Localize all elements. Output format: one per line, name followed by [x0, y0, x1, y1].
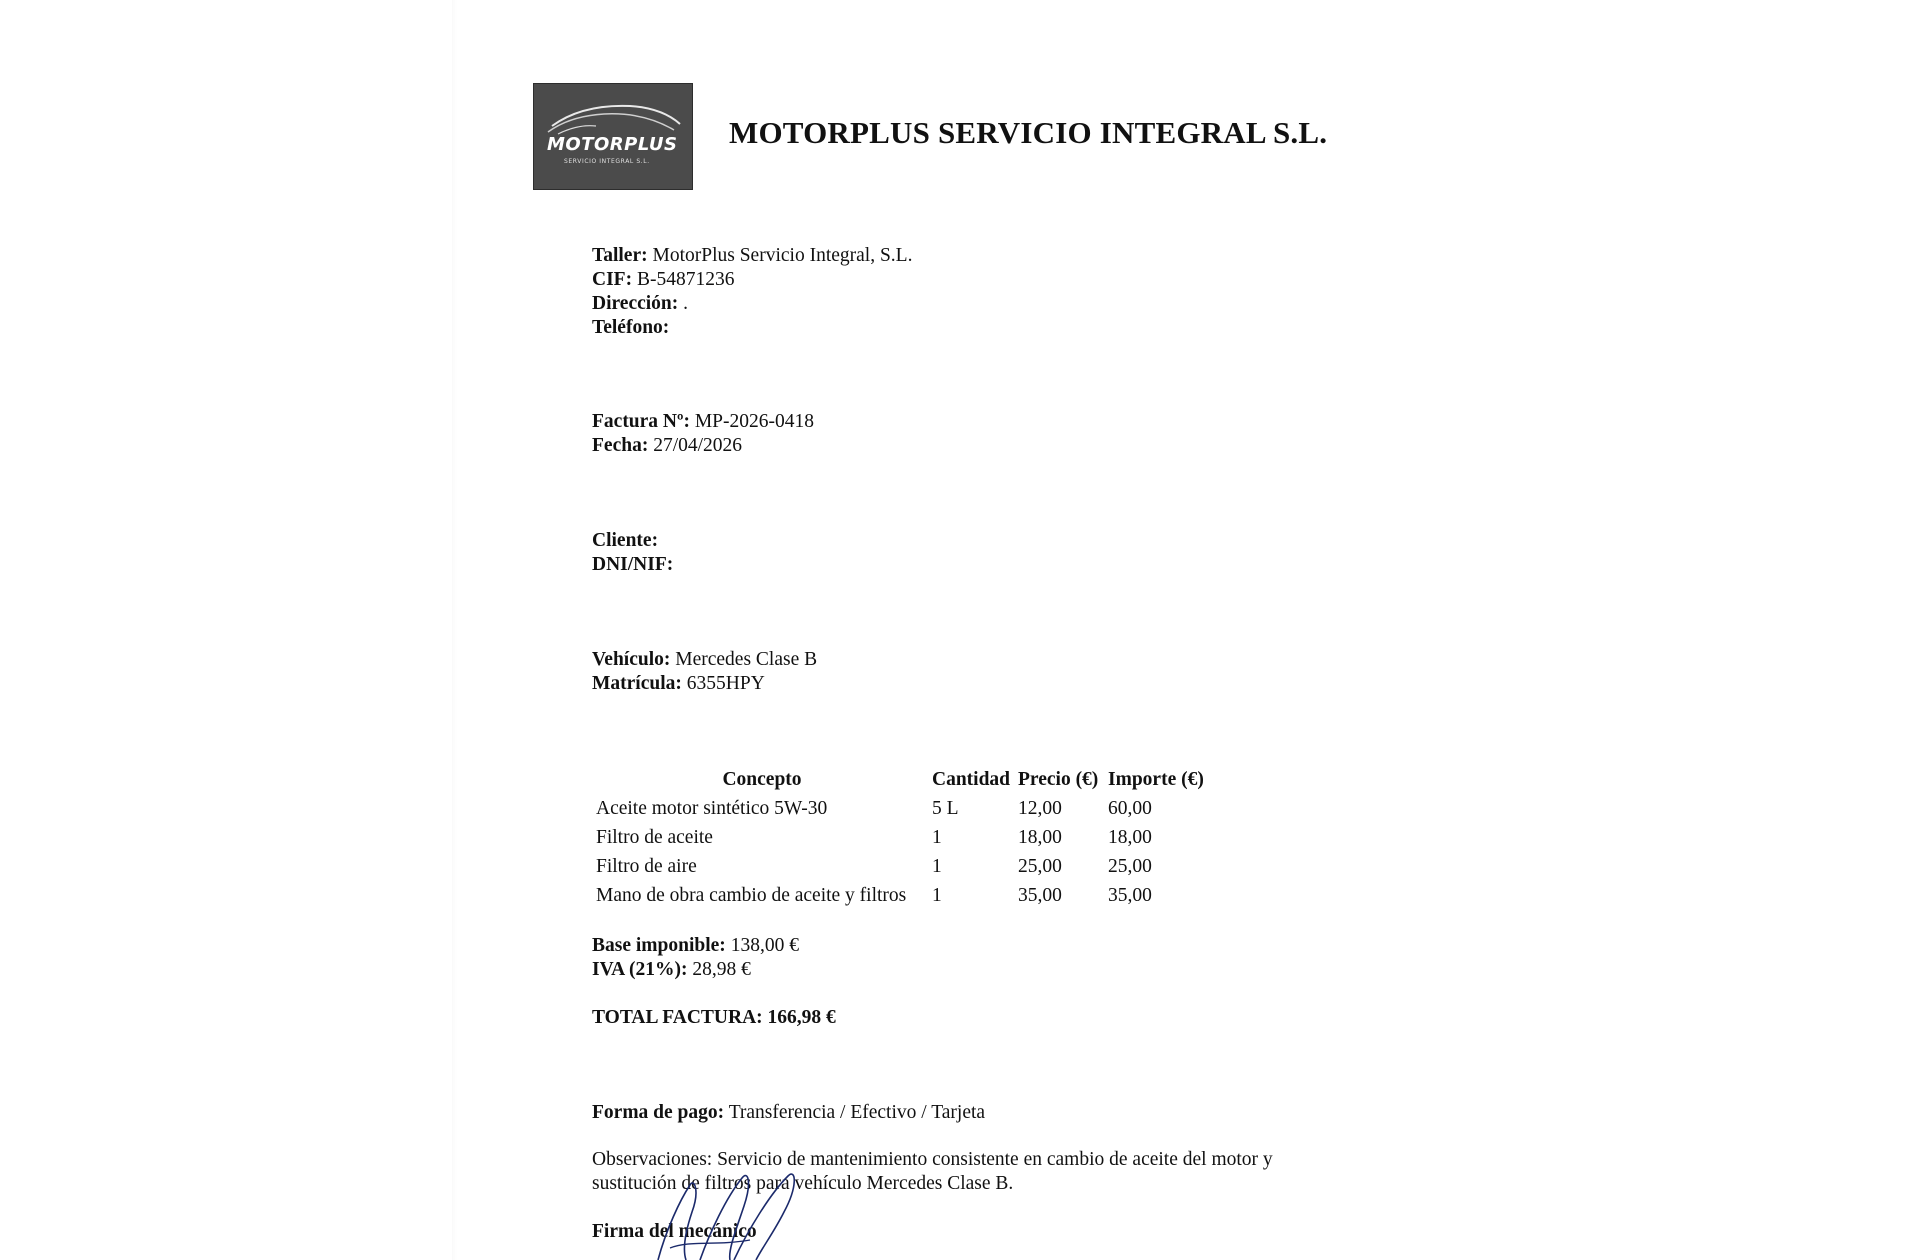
firma-label: Firma del mecánico — [592, 1221, 757, 1242]
company-title: MOTORPLUS SERVICIO INTEGRAL S.L. — [729, 115, 1328, 150]
cliente-label: Cliente: — [592, 530, 659, 551]
logo-subtext: SERVICIO INTEGRAL S.L. — [564, 158, 650, 165]
base-value: 138,00 € — [730, 935, 799, 956]
cell-cantidad: 1 — [932, 826, 942, 848]
table-row — [592, 794, 1212, 823]
factura-numero-label: Factura Nº: — [592, 411, 690, 432]
header-importe: Importe (€) — [1108, 769, 1204, 790]
company-logo — [533, 83, 693, 190]
factura-numero-value: MP-2026-0418 — [694, 411, 814, 432]
cell-importe: 60,00 — [1108, 797, 1152, 819]
table-row — [592, 823, 1212, 852]
cell-importe: 25,00 — [1108, 855, 1152, 877]
cif-line — [592, 268, 912, 292]
cliente-line — [592, 529, 673, 553]
cell-precio: 25,00 — [1018, 855, 1062, 877]
cell-cantidad: 1 — [932, 884, 942, 906]
cell-importe: 35,00 — [1108, 884, 1152, 906]
direccion-label: Dirección: — [592, 293, 679, 314]
telefono-line — [592, 316, 912, 340]
cif-value: B-54871236 — [636, 269, 735, 290]
logo-text: MOTORPLUS — [547, 134, 678, 155]
observaciones-text: Observaciones: Servicio de mantenimiento consistente en cambio de aceite del motor y sustitución de filtros para vehículo Mercedes Clase B. — [592, 1149, 1273, 1194]
fecha-value: 27/04/2026 — [653, 435, 743, 456]
header-precio: Precio (€) — [1018, 769, 1099, 790]
vehiculo-value: Mercedes Clase B — [675, 649, 818, 670]
cell-concepto: Aceite motor sintético 5W-30 — [596, 797, 828, 819]
logo-graphic — [534, 84, 693, 190]
taller-value: MotorPlus Servicio Integral, S.L. — [652, 245, 913, 266]
cif-label: CIF: — [592, 269, 633, 290]
cell-cantidad: 5 L — [932, 797, 959, 819]
cell-precio: 12,00 — [1018, 797, 1062, 819]
iva-value: 28,98 € — [692, 959, 751, 980]
cell-concepto: Filtro de aire — [596, 855, 697, 877]
header-concepto: Concepto — [722, 769, 802, 790]
cell-precio: 18,00 — [1018, 826, 1062, 848]
cell-concepto: Mano de obra cambio de aceite y filtros — [596, 884, 907, 906]
table-header-row — [592, 766, 1212, 794]
iva-line — [592, 958, 799, 982]
factura-block — [592, 410, 814, 458]
dni-label: DNI/NIF: — [592, 554, 674, 575]
table-row — [592, 852, 1212, 881]
total-factura: TOTAL FACTURA: 166,98 € — [592, 1007, 836, 1028]
vehiculo-label: Vehículo: — [592, 649, 671, 670]
base-label: Base imponible: — [592, 935, 726, 956]
header-cantidad: Cantidad — [932, 769, 1011, 790]
cell-cantidad: 1 — [932, 855, 942, 877]
vehiculo-block — [592, 648, 817, 696]
dni-line — [592, 553, 673, 577]
telefono-label: Teléfono: — [592, 317, 670, 338]
factura-numero-line — [592, 410, 814, 434]
matricula-label: Matrícula: — [592, 673, 682, 694]
cell-precio: 35,00 — [1018, 884, 1062, 906]
forma-pago-line — [592, 1101, 985, 1125]
vehiculo-line — [592, 648, 817, 672]
table-row — [592, 881, 1212, 910]
firma-block — [592, 1220, 757, 1244]
matricula-value: 6355HPY — [686, 673, 765, 694]
totals-block — [592, 934, 799, 982]
fecha-line — [592, 434, 814, 458]
direccion-line — [592, 292, 912, 316]
payment-block — [592, 1101, 985, 1125]
taller-line — [592, 244, 912, 268]
taller-block — [592, 244, 912, 340]
cell-importe: 18,00 — [1108, 826, 1152, 848]
base-line — [592, 934, 799, 958]
fecha-label: Fecha: — [592, 435, 649, 456]
matricula-line — [592, 672, 817, 696]
direccion-value: . — [683, 293, 689, 314]
cell-concepto: Filtro de aceite — [596, 826, 713, 848]
taller-label: Taller: — [592, 245, 648, 266]
forma-pago-value: Transferencia / Efectivo / Tarjeta — [728, 1102, 986, 1123]
items-table — [592, 766, 1212, 910]
cliente-block — [592, 529, 673, 577]
forma-pago-label: Forma de pago: — [592, 1102, 725, 1123]
iva-label: IVA (21%): — [592, 959, 688, 980]
